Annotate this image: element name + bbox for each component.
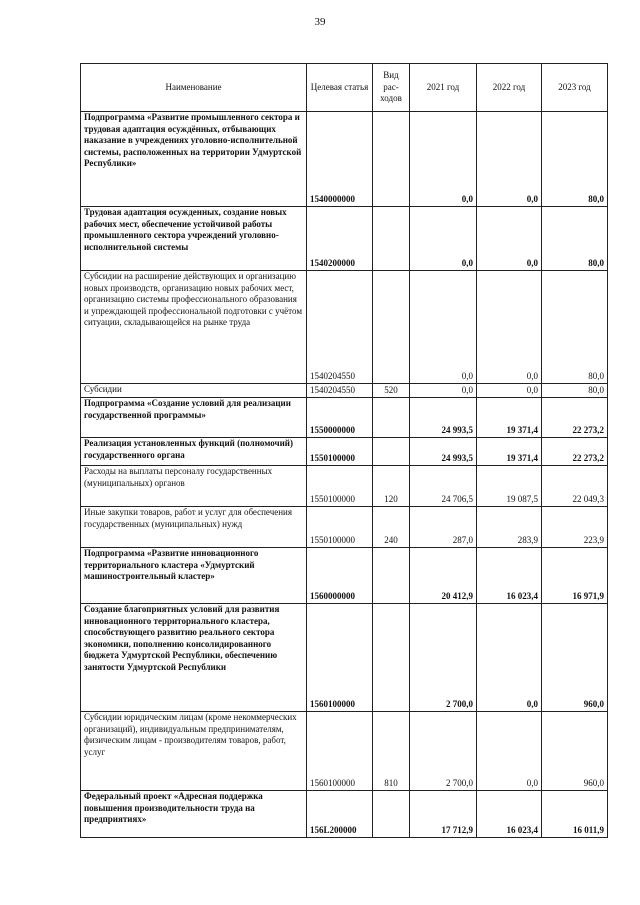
row-2023: 223,9 (542, 507, 608, 548)
row-name: Создание благоприятных условий для развития инновационного территориального кластера, способствующего развитию реального сектора экономики, пополнению консолидированного бюджета Удмуртской Республики, обеспечению занятости Удмуртской Республики (81, 604, 307, 712)
row-2022: 0,0 (477, 271, 542, 384)
row-target: 1560000000 (307, 548, 373, 604)
budget-table (80, 63, 608, 838)
row-2022: 0,0 (477, 112, 542, 207)
row-name: Субсидии на расширение действующих и организацию новых производств, организацию новых рабочих мест, организацию системы профессионального образования и упреждающей профессиональной подготовки с учётом ситуации, складывающейся на рынке труда (81, 271, 307, 384)
row-2023: 16 971,9 (542, 548, 608, 604)
row-2022: 19 371,4 (477, 398, 542, 438)
row-expense-type: 240 (373, 507, 410, 548)
header-2021: 2021 год (410, 64, 477, 112)
row-expense-type: 120 (373, 466, 410, 507)
row-2021: 24 706,5 (410, 466, 477, 507)
row-2022: 283,9 (477, 507, 542, 548)
row-expense-type: 520 (373, 384, 410, 398)
table-row (81, 466, 608, 507)
table-row (81, 791, 608, 838)
table-row (81, 207, 608, 271)
row-2023: 80,0 (542, 112, 608, 207)
row-2021: 24 993,5 (410, 438, 477, 466)
row-target: 1550100000 (307, 466, 373, 507)
row-target: 1560100000 (307, 712, 373, 791)
table-row (81, 398, 608, 438)
table-row (81, 271, 608, 384)
row-expense-type (373, 112, 410, 207)
row-target: 1560100000 (307, 604, 373, 712)
row-expense-type (373, 548, 410, 604)
row-2021: 0,0 (410, 271, 477, 384)
row-target: 1550100000 (307, 438, 373, 466)
row-2023: 22 273,2 (542, 398, 608, 438)
table-header-row (81, 64, 608, 112)
table-row (81, 548, 608, 604)
header-target: Целевая статья (307, 64, 373, 112)
row-name: Трудовая адаптация осужденных, создание новых рабочих мест, обеспечение устойчивой работы промышленного сектора учреждений уголовно-исполнительной системы (81, 207, 307, 271)
header-2022: 2022 год (477, 64, 542, 112)
row-target: 1540000000 (307, 112, 373, 207)
row-target: 1540204550 (307, 384, 373, 398)
row-2022: 0,0 (477, 384, 542, 398)
row-name: Реализация установленных функций (полномочий) государственного органа (81, 438, 307, 466)
header-name: Наименование (81, 64, 307, 112)
row-name: Подпрограмма «Создание условий для реализации государственной программы» (81, 398, 307, 438)
row-2021: 0,0 (410, 207, 477, 271)
row-2023: 22 049,3 (542, 466, 608, 507)
table-row (81, 507, 608, 548)
row-2022: 19 087,5 (477, 466, 542, 507)
row-expense-type (373, 604, 410, 712)
row-expense-type: 810 (373, 712, 410, 791)
row-target: 1550100000 (307, 507, 373, 548)
row-2022: 0,0 (477, 207, 542, 271)
row-expense-type (373, 398, 410, 438)
table-row (81, 438, 608, 466)
row-2021: 0,0 (410, 384, 477, 398)
row-expense-type (373, 271, 410, 384)
row-2022: 16 023,4 (477, 548, 542, 604)
row-2021: 2 700,0 (410, 604, 477, 712)
row-name: Федеральный проект «Адресная поддержка повышения производительности труда на предприятиях» (81, 791, 307, 838)
row-2023: 960,0 (542, 712, 608, 791)
row-name: Подпрограмма «Развитие инновационного территориального кластера «Удмуртский машиностроительный кластер» (81, 548, 307, 604)
row-2021: 20 412,9 (410, 548, 477, 604)
row-2023: 80,0 (542, 384, 608, 398)
header-2023: 2023 год (542, 64, 608, 112)
row-2023: 16 011,9 (542, 791, 608, 838)
row-2021: 17 712,9 (410, 791, 477, 838)
table-row (81, 712, 608, 791)
row-2023: 80,0 (542, 207, 608, 271)
row-2023: 80,0 (542, 271, 608, 384)
row-2021: 0,0 (410, 112, 477, 207)
row-expense-type (373, 207, 410, 271)
row-name: Субсидии (81, 384, 307, 398)
table-row (81, 384, 608, 398)
row-name: Субсидии юридическим лицам (кроме некоммерческих организаций), индивидуальным предпринимателям, физическим лицам - производителям товаров, работ, услуг (81, 712, 307, 791)
row-name: Подпрограмма «Развитие промышленного сектора и трудовая адаптация осуждённых, отбывающих наказание в учреждениях уголовно-исполнительной системы, расположенных на территории Удмуртской Республики» (81, 112, 307, 207)
row-name: Иные закупки товаров, работ и услуг для обеспечения государственных (муниципальных) нужд (81, 507, 307, 548)
header-expense-type: Вид рас-ходов (373, 64, 410, 112)
row-2022: 0,0 (477, 604, 542, 712)
row-2021: 24 993,5 (410, 398, 477, 438)
page-number: 39 (314, 16, 326, 28)
row-target: 1550000000 (307, 398, 373, 438)
row-2023: 960,0 (542, 604, 608, 712)
row-2023: 22 273,2 (542, 438, 608, 466)
table-row (81, 604, 608, 712)
row-name: Расходы на выплаты персоналу государственных (муниципальных) органов (81, 466, 307, 507)
row-2021: 2 700,0 (410, 712, 477, 791)
table-row (81, 112, 608, 207)
row-expense-type (373, 791, 410, 838)
row-2022: 0,0 (477, 712, 542, 791)
row-expense-type (373, 438, 410, 466)
row-target: 156L200000 (307, 791, 373, 838)
row-2022: 19 371,4 (477, 438, 542, 466)
row-target: 1540200000 (307, 207, 373, 271)
row-2022: 16 023,4 (477, 791, 542, 838)
row-2021: 287,0 (410, 507, 477, 548)
row-target: 1540204550 (307, 271, 373, 384)
